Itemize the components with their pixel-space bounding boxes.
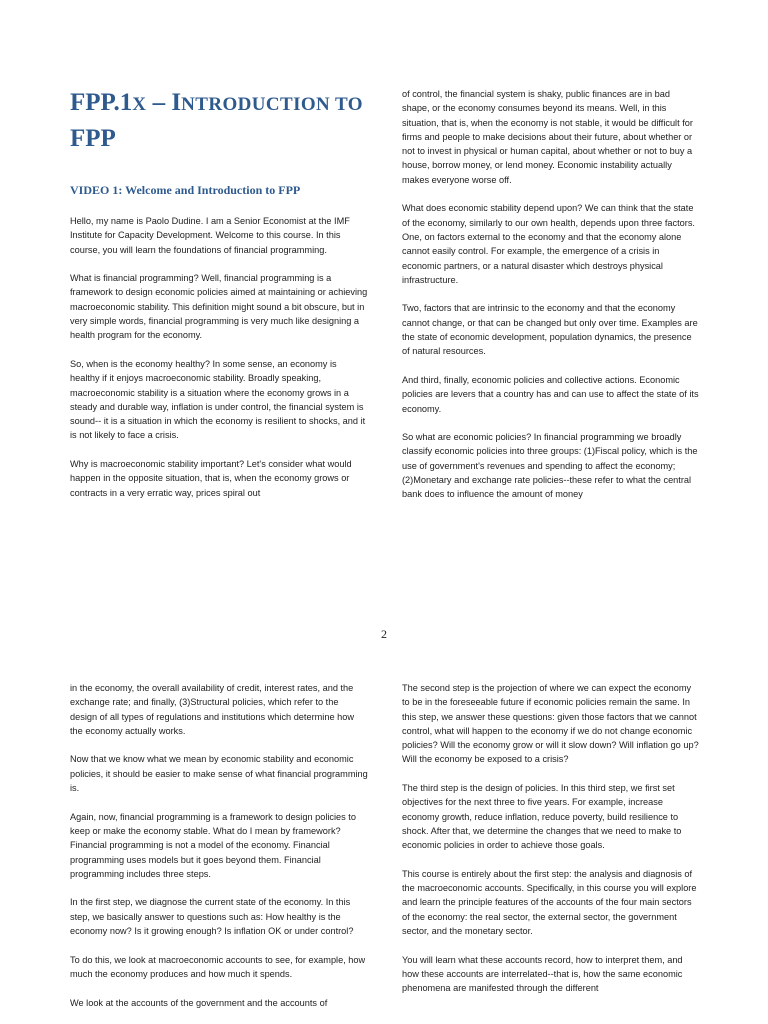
paragraph: And third, finally, economic policies and collective actions. Economic policies are levers that a country has and can use to affect the state of its economy. — [402, 374, 699, 414]
paragraph: of control, the financial system is shaky, public finances are in bad shape, or the economy consumes beyond its means. Well, in this situation, that is, when the economy is not stable, it would be difficult for firms and people to make decisions about their future, about whether or not to invest in physical or human capital, about whether or not to buy a house, borrow money, or lend money. Economic instability actually makes everyone worse off. — [402, 89, 693, 185]
page-title: FPP.1X – INTRODUCTION TO FPP — [70, 89, 363, 152]
paragraph: The third step is the design of policies. In this third step, we first set objectives for the next three to five years. For example, increase economy growth, reduce inflation, reduce poverty, build resilience to shock. After that, we determine the changes that we need to make to economic policies in order to achieve those goals. — [402, 783, 682, 851]
page1-right-column — [402, 87, 700, 516]
paragraph: In the first step, we diagnose the current state of the economy. In this step, we basically answer to questions such as: How healthy is the economy now? Is it growing enough? Is inflation OK or under control? — [70, 897, 354, 937]
paragraph: Why is macroeconomic stability important? Let's consider what would happen in the opposite situation, that is, when the economy grows or contracts in a very erratic way, prices spiral out — [70, 459, 352, 498]
paragraph: We look at the accounts of the government and the accounts of — [70, 997, 328, 1008]
paragraph: Again, now, financial programming is a framework to design policies to keep or make the economy stable. What do I mean by framework? Financial programming is not a model of the economy. Financial programming uses models but it goes beyond them. Financial programming includes three steps. — [70, 811, 356, 879]
page2-right-column — [402, 681, 700, 1010]
paragraph: So what are economic policies? In financial programming we broadly classify economic policies into three groups: (1)Fiscal policy, which is the use of government's revenues and spending to affect the economy; (2)Monetary and exchange rate policies--these refer to what the central bank does to influence the amount of money — [402, 432, 698, 500]
paragraph: The second step is the projection of where we can expect the economy to be in the foreseeable future if economic policies remain the same. In this step, we answer these questions: given those factors that we cannot control, what will happen to the economy if we do not change economic policies? Will the economy grow or will it slow down? Will inflation go up? Will the economy be exposed to a crisis? — [402, 683, 699, 765]
paragraph: in the economy, the overall availability of credit, interest rates, and the exchange rate; and finally, (3)Structural policies, which refer to the design of all types of regulations and institutions which determine how the economy actually works. — [70, 683, 354, 736]
paragraph: This course is entirely about the first step: the analysis and diagnosis of the macroeconomic accounts. Specifically, in this course you will explore and learn the principle features of the accounts of the four main sectors of the economy: the real sector, the external sector, the government sector, and the monetary sector. — [402, 868, 697, 937]
paragraph: So, when is the economy healthy? In some sense, an economy is healthy if it enjoys macroeconomic stability. Broadly speaking, macroeconomic stability is a situation where the economy grows in a steady and durable way, inflation is under control, the financial system is sound-- it is a situation in which the economy is resilient to shocks, and it is not likely to face a crisis. — [70, 358, 366, 441]
paragraph: To do this, we look at macroeconomic accounts to see, for example, how much the economy produces and how much it spends. — [70, 954, 366, 979]
video-subtitle: VIDEO 1: Welcome and Introduction to FPP — [70, 183, 301, 197]
paragraph: What is financial programming? Well, financial programming is a framework to design economic policies aimed at maintaining or achieving macroeconomic stability. This definition might sound a bit obscure, but in very simple words, financial programming is very much like designing a health program for the economy. — [70, 273, 368, 341]
paragraph: What does economic stability depend upon? We can think that the state of the economy, similarly to our own health, depends upon three factors. One, on factors external to the economy and that the economy alone cannot easily control. For example, the emergence of a crisis in economic partners, or a natural disaster which destroys physical infrastructure. — [402, 203, 695, 285]
paragraph: You will learn what these accounts record, how to interpret them, and how these accounts are interrelated--that is, how the same economic phenomena are manifested through the different — [402, 954, 683, 994]
page1-left-column — [70, 214, 368, 514]
paragraph: Now that we know what we mean by economic stability and economic policies, it should be easier to make sense of what financial programming is. — [70, 754, 368, 794]
page2-left-column — [70, 681, 368, 1024]
page-number: 2 — [381, 627, 387, 641]
paragraph: Hello, my name is Paolo Dudine. I am a Senior Economist at the IMF Institute for Capacity Development. Welcome to this course. In this course, you will learn the foundations of financial programming. — [70, 216, 350, 255]
paragraph: Two, factors that are intrinsic to the economy and that the economy cannot change, or that can be changed but only over time. Examples are the state of economic development, population dynamics, the presence of natural resources. — [402, 303, 698, 357]
